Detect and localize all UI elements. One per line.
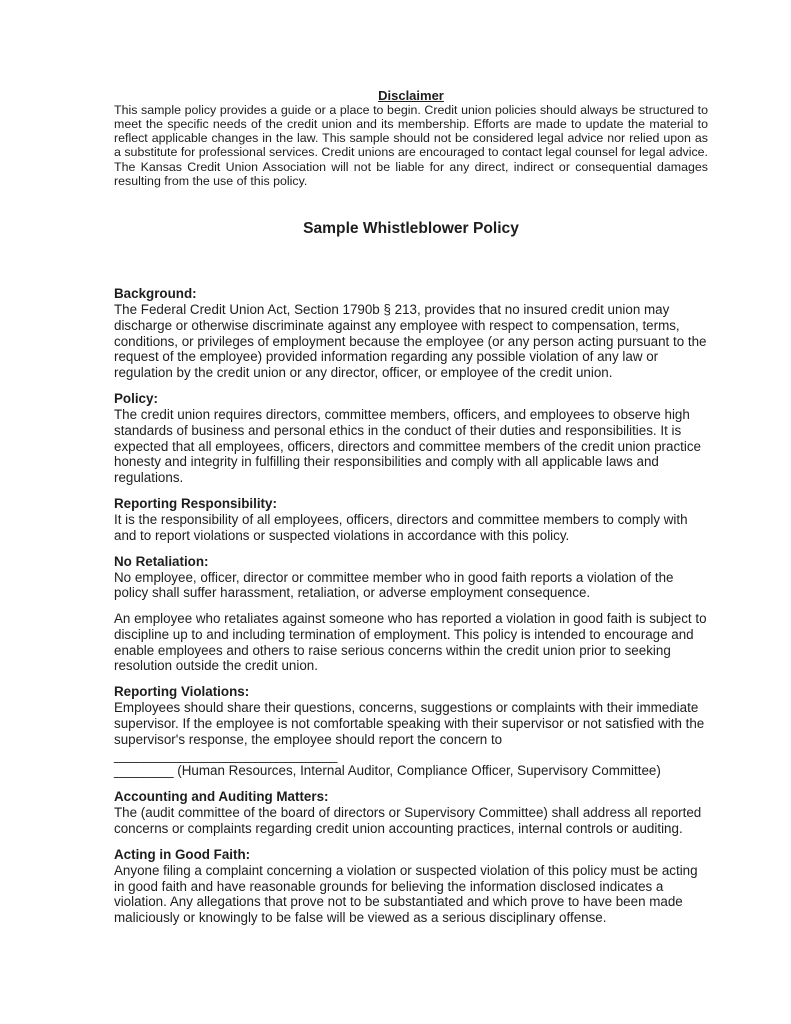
paragraph: The Federal Credit Union Act, Section 1790b § 213, provides that no insured credit union may discharge or otherwise discriminate against any employee with respect to compensation, terms, conditions, or privileges of employment because the employee (or any person acting pursuant to the request of the employee) provided information regarding any possible violation of any law or regulation by the credit union or any director, officer, or employee of the credit union.: [114, 301, 707, 381]
section-policy: [114, 391, 708, 486]
disclaimer-text: This sample policy provides a guide or a place to begin. Credit union policies should always be structured to meet the specific needs of the credit union and its membership. Efforts are made to update the material to reflect applicable changes in the law. This sample should not be considered legal advice nor relied upon as a substitute for professional services. Credit unions are encouraged to contact legal counsel for legal advice. The Kansas Credit Union Association will not be liable for any direct, indirect or consequential damages resulting from the use of this policy.: [114, 103, 708, 188]
paragraph-text: (Human Resources, Internal Auditor, Compliance Officer, Supervisory Committee): [173, 763, 661, 779]
section-heading: Reporting Violations:: [114, 684, 250, 700]
paragraph-text: Employees should share their questions, concerns, suggestions or complaints with their immediate supervisor. If the employee is not comfortable speaking with their supervisor or not satisfied with the supervisor's response, the employee should report the concern to: [114, 700, 705, 747]
paragraph: The (audit committee of the board of directors or Supervisory Committee) shall address all reported concerns or complaints regarding credit union accounting practices, internal controls or auditing.: [114, 805, 702, 837]
section-heading: Accounting and Auditing Matters:: [114, 789, 329, 805]
fill-in-blank-line: ________: [114, 763, 174, 779]
section-acting-in-good-faith: [114, 847, 708, 926]
paragraph: [114, 700, 708, 779]
section-no-retaliation: [114, 554, 708, 675]
paragraph: Anyone filing a complaint concerning a violation or suspected violation of this policy must be acting in good faith and have reasonable grounds for believing the information disclosed indicates a violation. Any allegations that prove not to be substantiated and which prove to have been made maliciously or knowingly to be false will be viewed as a serious disciplinary offense.: [114, 862, 698, 926]
paragraph: An employee who retaliates against someone who has reported a violation in good faith is subject to discipline up to and including termination of employment. This policy is intended to encourage and enable employees and others to raise serious concerns within the credit union prior to seeking resolution outside the credit union.: [114, 611, 707, 674]
section-heading: Reporting Responsibility:: [114, 495, 277, 511]
section-heading: Policy:: [114, 390, 158, 406]
section-reporting-violations: [114, 684, 708, 779]
section-accounting-and-auditing: [114, 789, 708, 837]
page-title: Sample Whistleblower Policy: [303, 219, 519, 237]
section-heading: Acting in Good Faith:: [114, 846, 251, 862]
disclaimer-heading: Disclaimer: [378, 88, 444, 103]
paragraph: The credit union requires directors, committee members, officers, and employees to observe high standards of business and personal ethics in the conduct of their duties and responsibilities. It is expected that all employees, officers, directors and committee members of the credit union practice honesty and integrity in fulfilling their responsibilities and comply with all applicable laws and regulations.: [114, 406, 701, 486]
paragraph: No employee, officer, director or committee member who in good faith reports a violation of the policy shall suffer harassment, retaliation, or adverse employment consequence.: [114, 569, 674, 601]
fill-in-blank-line: ______________________________: [114, 747, 338, 763]
section-heading: Background:: [114, 285, 197, 301]
section-background: [114, 286, 708, 381]
section-reporting-responsibility: [114, 496, 708, 544]
paragraph: It is the responsibility of all employees, officers, directors and committee members to comply with and to report violations or suspected violations in accordance with this policy.: [114, 511, 688, 543]
section-heading: No Retaliation:: [114, 553, 209, 569]
document-content: [114, 88, 708, 936]
